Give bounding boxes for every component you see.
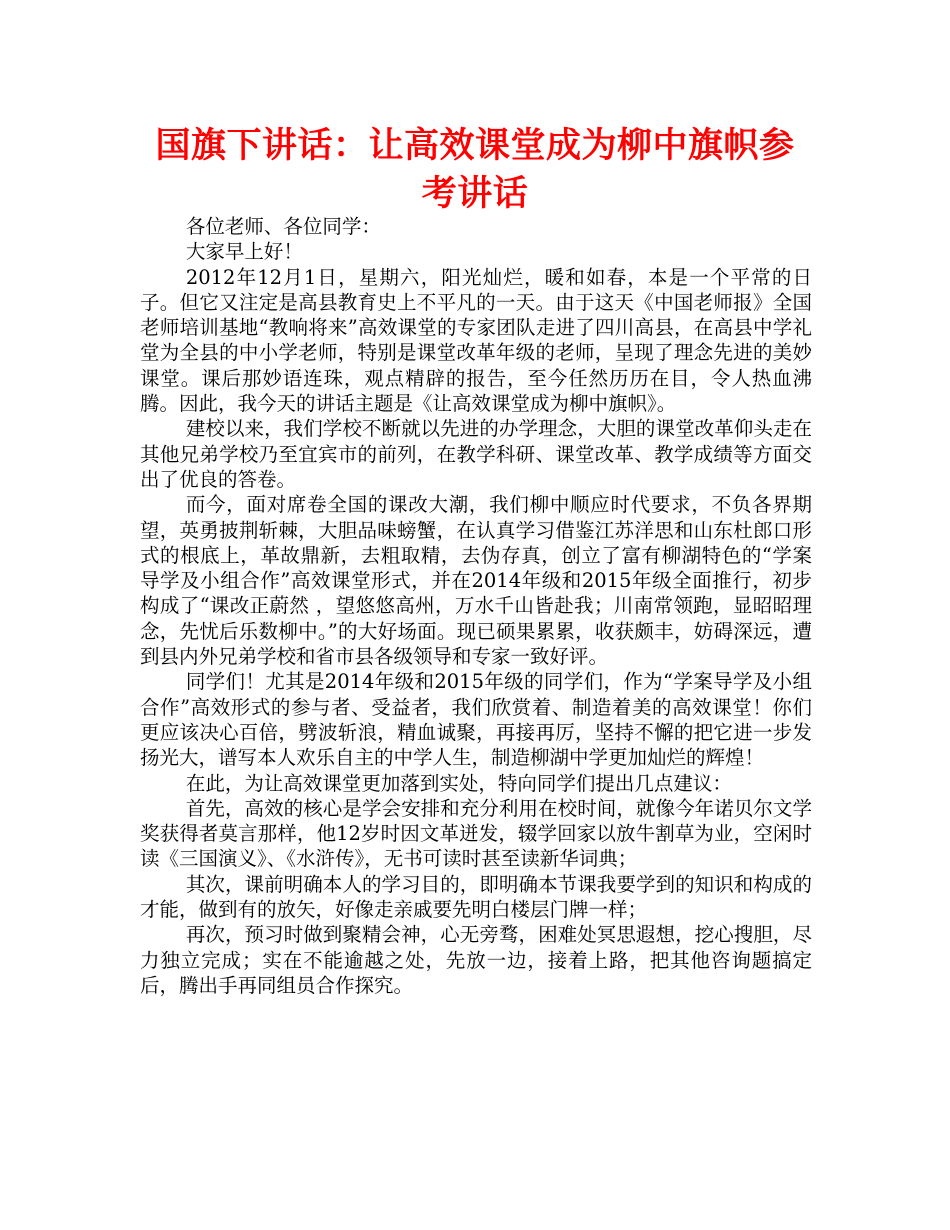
- document-title: 国旗下讲话：让高效课堂成为柳中旗帜参考讲话: [155, 126, 795, 214]
- paragraph: 建校以来，我们学校不断就以先进的办学理念，大胆的课堂改革仰头走在其他兄弟学校乃至宜宾市的前列，在教学科研、课堂改革、教学成绩等方面交出了优良的答卷。: [140, 417, 812, 491]
- paragraph: 在此，为让高效课堂更加落到实处，特向同学们提出几点建议：: [185, 771, 732, 795]
- paragraph: 其次，课前明确本人的学习目的，即明确本节课我要学到的知识和构成的才能，做到有的放矢，好像走亲戚要先明白楼层门牌一样；: [140, 872, 812, 922]
- paragraph: 同学们！尤其是2014年级和2015年级的同学们，作为“学案导学及小组合作”高效形式的参与者、受益者，我们欣赏着、制造着美的高效课堂！你们更应该决心百倍，劈波斩浪，精血诚聚，再接再厉，坚持不懈的把它进一步发扬光大，谱写本人欢乐自主的中学人生，制造柳湖中学更加灿烂的辉煌！: [140, 670, 812, 770]
- paragraph: 再次，预习时做到聚精会神，心无旁骛，困难处冥思遐想，挖心搜胆，尽力独立完成；实在不能逾越之处，先放一边，接着上路，把其他咨询题搞定后，腾出手再同组员合作探究。: [140, 923, 812, 997]
- document-body: [140, 214, 812, 998]
- paragraph-salutation: 各位老师、各位同学：: [185, 215, 381, 238]
- paragraph: 2012年12月1日，星期六，阳光灿烂，暖和如春，本是一个平常的日子。但它又注定是高县教育史上不平凡的一天。由于这天《中国老师报》全国老师培训基地“教响将来”高效课堂的专家团队走进了四川高县，在高县中学礼堂为全县的中小学老师，特别是课堂改革年级的老师，呈现了理念先进的美妙课堂。课后那妙语连珠，观点精辟的报告，至今任然历历在目，令人热血沸腾。因此，我今天的讲话主题是《让高效课堂成为柳中旗帜》。: [140, 265, 812, 416]
- paragraph: 而今，面对席卷全国的课改大潮，我们柳中顺应时代要求，不负各界期望，英勇披荆斩棘，大胆品味螃蟹，在认真学习借鉴江苏洋思和山东杜郎口形式的根底上，革故鼎新，去粗取精，去伪存真，创立了富有柳湖特色的“学案导学及小组合作”高效课堂形式，并在2014年级和2015年级全面推行，初步构成了“课改正蔚然 ，望悠悠高州，万水千山皆赴我；川南常领跑，显昭昭理念，先忧后乐数柳中。”的大好场面。现已硕果累累，收获颇丰，妨碍深远，遭到县内外兄弟学校和省市县各级领导和专家一致好评。: [140, 493, 812, 669]
- paragraph: 首先，高效的核心是学会安排和充分利用在校时间，就像今年诺贝尔文学奖获得者莫言那样，他12岁时因文革迸发，辍学回家以放牛割草为业，空闲时读《三国演义》、《水浒传》，无书可读时甚至读新华词典；: [140, 796, 812, 871]
- paragraph-greeting: 大家早上好！: [185, 240, 303, 264]
